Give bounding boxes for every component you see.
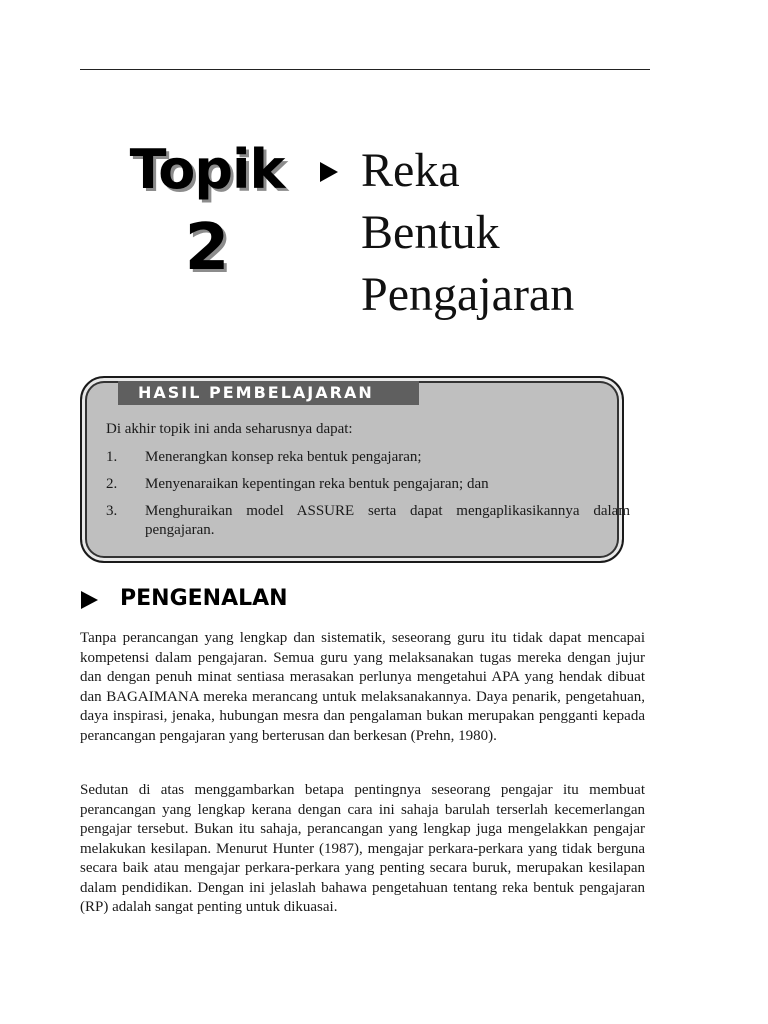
list-item	[106, 448, 630, 467]
list-item-number: 1.	[106, 449, 118, 465]
topic-title-line-1: Reka	[361, 144, 460, 197]
paragraph-1: Tanpa perancangan yang lengkap dan sistematik, seseorang guru itu tidak dapat mencapai kompetensi dalam pengajaran. Semua guru yang melaksanakan tugas mereka dengan jujur dan dengan penuh minat sentiasa merasakan perlunya mengetahui APA yang hendak dibuat dan BAGAIMANA mereka merancang untuk melaksanakannya. Daya penarik, pengetahuan, daya inspirasi, jenaka, hubungan mesra dan pengalaman bukan merupakan pengganti kepada perancangan pengajaran yang berterusan dan berkesan (Prehn, 1980).	[80, 630, 645, 744]
topic-title	[361, 140, 574, 326]
top-rule	[80, 69, 650, 70]
list-item-text: Menghuraikan model ASSURE serta dapat mengaplikasikannya dalam pengajaran.	[145, 503, 630, 538]
list-item-number: 3.	[106, 503, 118, 519]
section-heading: PENGENALAN	[120, 586, 288, 611]
list-item	[106, 475, 630, 494]
list-item-text: Menerangkan konsep reka bentuk pengajaran;	[145, 449, 422, 465]
learning-outcomes-heading: HASIL PEMBELAJARAN	[118, 381, 419, 405]
title-arrow-icon	[320, 162, 338, 182]
list-item	[106, 502, 630, 540]
topic-label	[122, 138, 292, 286]
list-item-number: 2.	[106, 476, 118, 492]
section-arrow-icon	[81, 591, 98, 609]
learning-outcomes-list	[106, 448, 630, 548]
topic-word: Topik	[129, 138, 285, 201]
topic-title-line-2: Bentuk	[361, 206, 500, 259]
paragraph-2: Sedutan di atas menggambarkan betapa pentingnya seseorang pengajar itu membuat perancangan yang lengkap kerana dengan cara ini sahaja barulah terserlah kecemerlangan pengajar tersebut. Bukan itu sahaja, perancangan yang lengkap juga mengelakkan pengajar melakukan kesilapan. Menurut Hunter (1987), mengajar perkara-perkara yang tidak berguna secara baik atau mengajar perkara-perkara yang penting secara buruk, merupakan kesilapan dalam pendidikan. Dengan ini jelaslah bahawa pengetahuan tentang reka bentuk pengajaran (RP) adalah sangat penting untuk dikuasai.	[80, 782, 645, 915]
topic-title-line-3: Pengajaran	[361, 268, 575, 321]
topic-number: 2	[184, 211, 230, 285]
list-item-text: Menyenaraikan kepentingan reka bentuk pengajaran; dan	[145, 476, 489, 492]
learning-outcomes-intro: Di akhir topik ini anda seharusnya dapat:	[106, 421, 353, 437]
